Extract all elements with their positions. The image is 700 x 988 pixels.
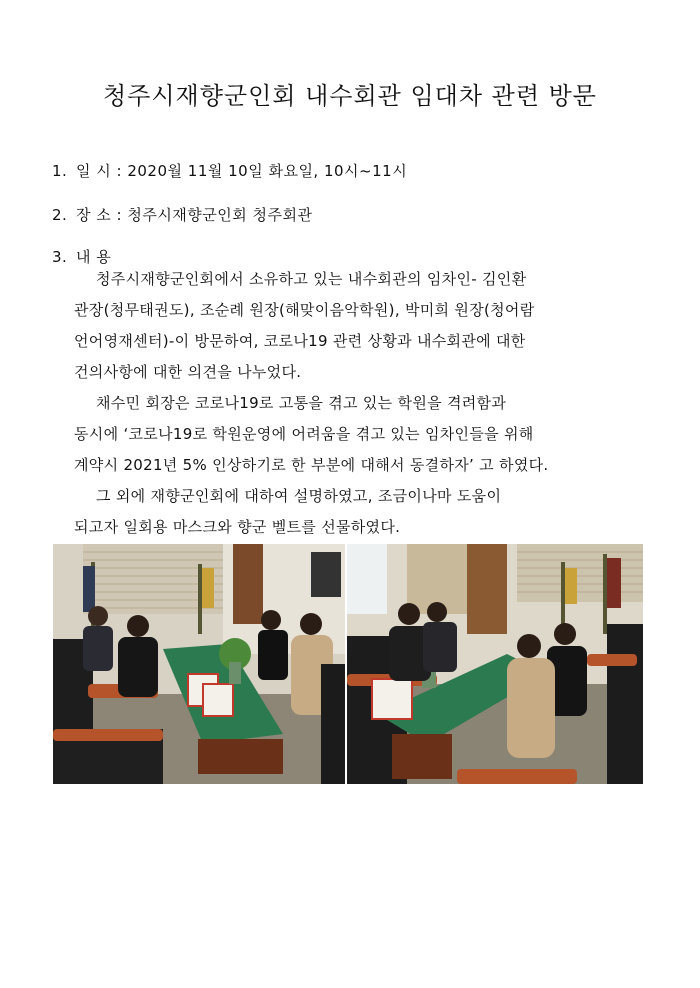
meeting-photo-right xyxy=(347,544,643,784)
content-line: 동시에 ‘코로나19로 학원운영에 어려움을 겪고 있는 임차인들을 위해 xyxy=(74,425,534,443)
document-title: 청주시재향군인회 내수회관 임대차 관련 방문 xyxy=(102,82,597,110)
item-number: 3. xyxy=(52,248,68,266)
content-line: 관장(청무태권도), 조순례 원장(해맞이음악학원), 박미희 원장(청어람 xyxy=(74,301,535,319)
item-text: 일 시 : 2020월 11월 10일 화요일, 10시~11시 xyxy=(76,162,408,180)
content-line: 청주시재향군인회에서 소유하고 있는 내수회관의 임차인- 김인환 xyxy=(96,270,527,288)
content-line: 언어영재센터)-이 방문하여, 코로나19 관련 상황과 내수회관에 대한 xyxy=(74,332,526,350)
content-line: 채수민 회장은 코로나19로 고통을 겪고 있는 학원을 격려함과 xyxy=(96,394,507,412)
content-line: 건의사항에 대한 의견을 나누었다. xyxy=(74,363,302,381)
item-text: 내 용 xyxy=(76,248,112,266)
item-number: 1. xyxy=(52,162,68,180)
content-line: 그 외에 재향군인회에 대하여 설명하였고, 조금이나마 도움이 xyxy=(96,487,502,505)
content-line: 되고자 일회용 마스크와 향군 벨트를 선물하였다. xyxy=(74,518,401,536)
item-text: 장 소 : 청주시재향군인회 청주회관 xyxy=(76,206,313,224)
content-line: 계약시 2021년 5% 인상하기로 한 부분에 대해서 동결하자’ 고 하였다. xyxy=(74,456,549,474)
item-place xyxy=(52,204,313,225)
content-body xyxy=(74,264,650,543)
meeting-photo-left xyxy=(53,544,345,784)
item-date xyxy=(52,160,407,181)
item-number: 2. xyxy=(52,206,68,224)
